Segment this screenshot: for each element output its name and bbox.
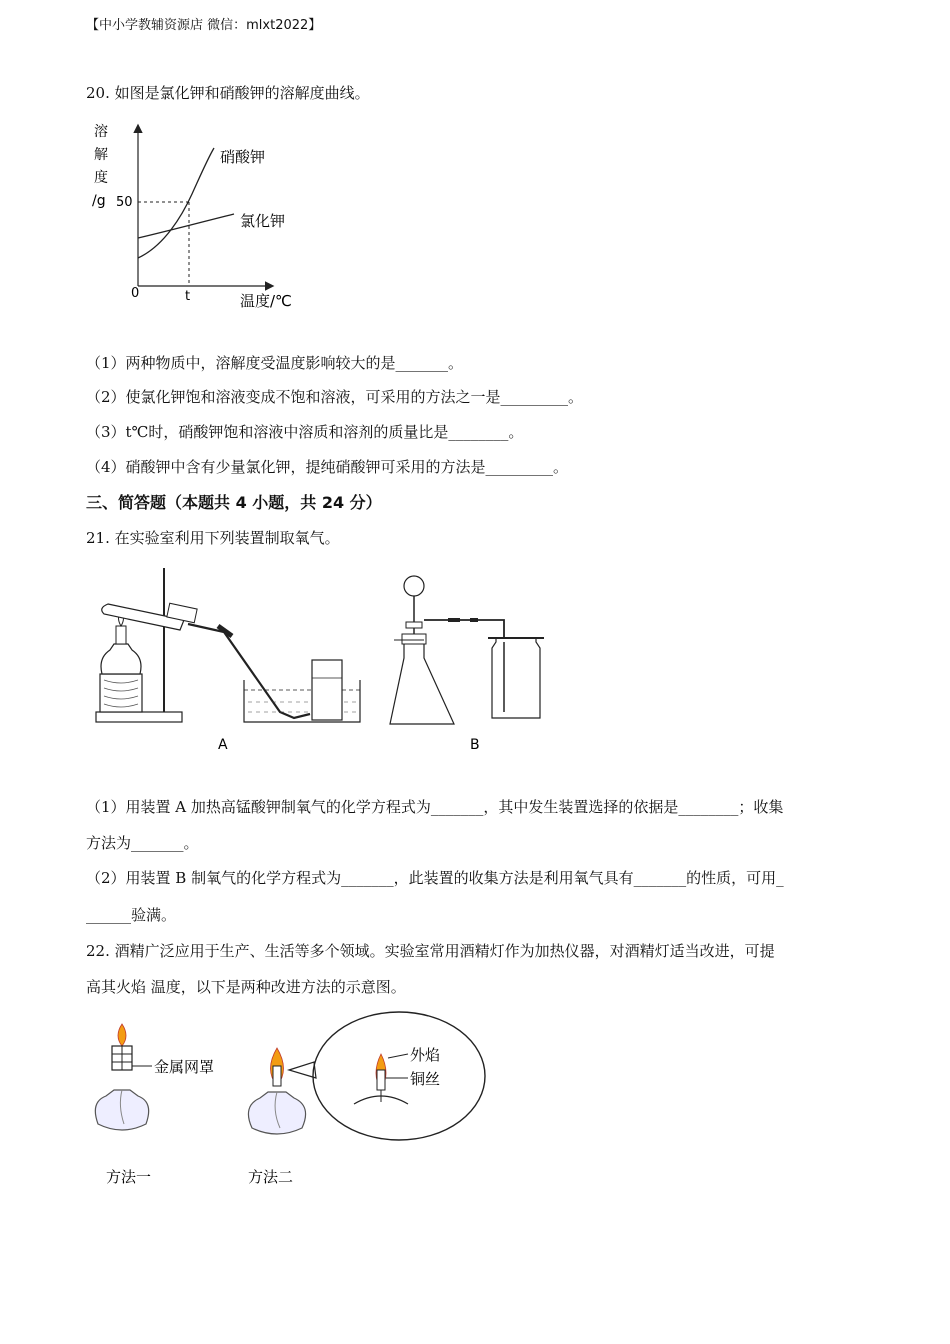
curve-kcl bbox=[138, 214, 234, 238]
q21-sub1-line2: 方法为_______。 bbox=[86, 834, 199, 852]
q21-sub2-line2: ______验满。 bbox=[86, 906, 177, 924]
solubility-chart bbox=[84, 116, 314, 316]
y-axis-label-1: 溶 bbox=[94, 124, 108, 140]
label-metal-mesh: 金属网罩 bbox=[154, 1058, 215, 1076]
y-tick-50: 50 bbox=[116, 195, 133, 210]
q21-sub1-line1: （1）用装置 A 加热高锰酸钾制氧气的化学方程式为_______，其中发生装置选择的依据是________；收集 bbox=[86, 798, 784, 816]
label-a: A bbox=[218, 737, 228, 753]
x-tick-t: t bbox=[185, 289, 191, 304]
zoom-bubble bbox=[313, 1012, 485, 1140]
origin-label: 0 bbox=[131, 286, 140, 301]
conical-flask bbox=[390, 636, 454, 724]
curve-kno3 bbox=[138, 148, 214, 258]
lamp-improvement-diagram bbox=[84, 1006, 504, 1196]
oxygen-apparatus-diagram bbox=[84, 562, 564, 762]
collection-bottle bbox=[312, 660, 342, 720]
q20-sub3: （3）t℃时，硝酸钾饱和溶液中溶质和溶剂的质量比是________。 bbox=[86, 423, 524, 441]
copper-wire bbox=[273, 1066, 281, 1086]
flame-1 bbox=[118, 1024, 126, 1046]
stand-base bbox=[96, 712, 182, 722]
q21-intro: 21. 在实验室利用下列装置制取氧气。 bbox=[86, 529, 340, 547]
y-axis-label-4: /g bbox=[92, 193, 106, 209]
label-kcl: 氯化钾 bbox=[240, 212, 286, 230]
label-method-2: 方法二 bbox=[248, 1168, 294, 1186]
q22-line1: 22. 酒精广泛应用于生产、生活等多个领域。实验室常用酒精灯作为加热仪器，对酒精灯适当改进，可提 bbox=[86, 942, 775, 960]
label-copper-wire: 铜丝 bbox=[410, 1070, 441, 1088]
y-axis-label-2: 解 bbox=[94, 147, 108, 163]
q22-line2: 高其火焰 温度，以下是两种改进方法的示意图。 bbox=[86, 978, 406, 996]
section-3-heading: 三、简答题（本题共 4 小题，共 24 分） bbox=[86, 493, 382, 512]
x-axis-label: 温度/℃ bbox=[240, 292, 292, 310]
q20-sub4: （4）硝酸钾中含有少量氯化钾，提纯硝酸钾可采用的方法是_________。 bbox=[86, 458, 569, 476]
y-axis-label-3: 度 bbox=[94, 170, 108, 186]
q20-sub2: （2）使氯化钾饱和溶液变成不饱和溶液，可采用的方法之一是_________。 bbox=[86, 388, 584, 406]
label-method-1: 方法一 bbox=[106, 1168, 152, 1186]
alcohol-lamp-a bbox=[101, 644, 141, 674]
lamp-2 bbox=[248, 1092, 305, 1134]
q20-sub1: （1）两种物质中，溶解度受温度影响较大的是_______。 bbox=[86, 354, 464, 372]
separatory-funnel bbox=[404, 576, 424, 596]
gas-jar bbox=[492, 638, 540, 718]
q20-intro: 20. 如图是氯化钾和硝酸钾的溶解度曲线。 bbox=[86, 84, 370, 102]
q21-sub2-line1: （2）用装置 B 制氧气的化学方程式为_______，此装置的收集方法是利用氧气具有_______的性质，可用_ bbox=[86, 869, 784, 887]
delivery-tube bbox=[188, 624, 310, 718]
wood-block bbox=[100, 674, 142, 712]
label-b: B bbox=[470, 737, 480, 753]
label-kno3: 硝酸钾 bbox=[220, 148, 266, 166]
label-outer-flame: 外焰 bbox=[410, 1046, 441, 1064]
lamp-1 bbox=[95, 1090, 148, 1130]
page-header: 【中小学教辅资源店 微信：mlxt2022】 bbox=[86, 18, 322, 33]
